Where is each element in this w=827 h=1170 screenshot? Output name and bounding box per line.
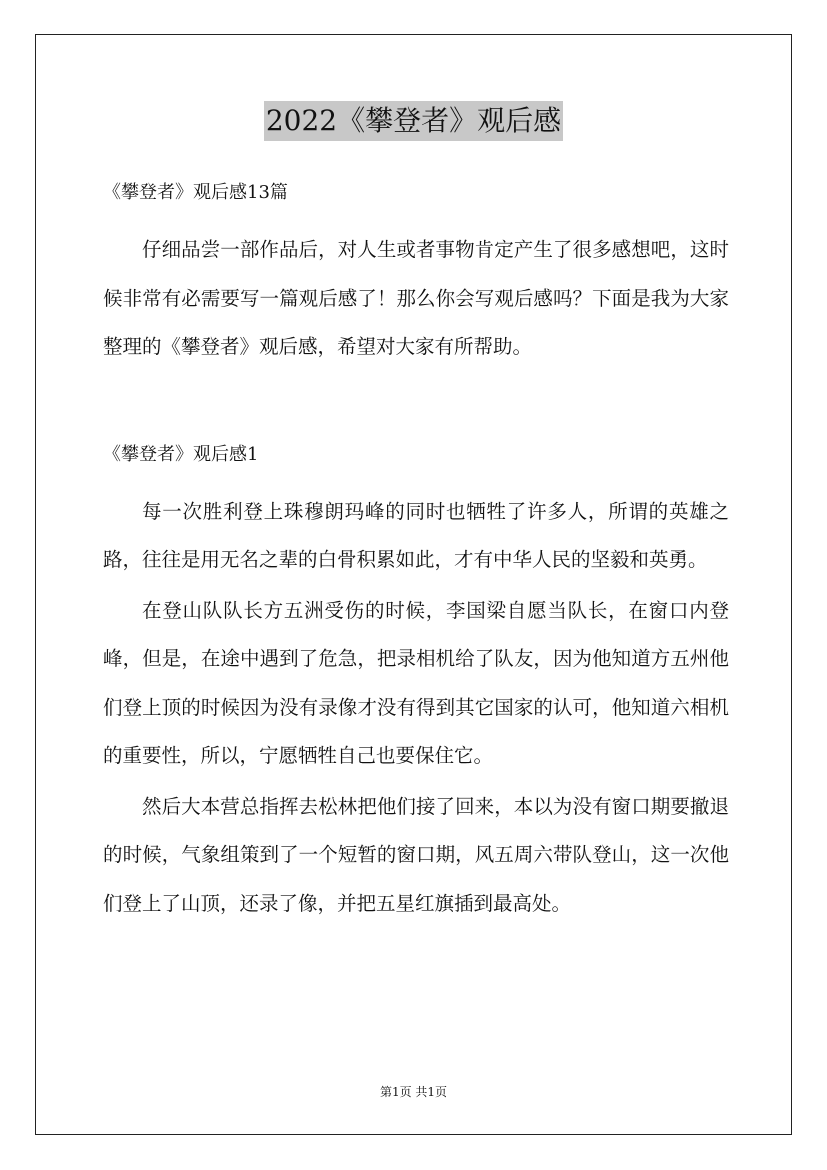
page-footer: [0, 1083, 827, 1100]
page-number: 第1页 共1页: [379, 1085, 448, 1099]
body-paragraph: 在登山队队长方五洲受伤的时候，李国梁自愿当队长，在窗口内登峰，但是，在途中遇到了危急，把录相机给了队友，因为他知道方五州他们登上顶的时候因为没有录像才没有得到其它国家的认可，他知道六相机的重要性，所以，宁愿牺牲自己也要保住它。: [103, 598, 729, 767]
title-container: [0, 101, 827, 141]
document-title: 2022《攀登者》观后感: [264, 101, 563, 141]
section-heading: 《攀登者》观后感1: [103, 443, 259, 465]
intro-paragraph: 仔细品尝一部作品后，对人生或者事物肯定产生了很多感想吧，这时候非常有必需要写一篇观后感了！那么你会写观后感吗？下面是我为大家整理的《攀登者》观后感，希望对大家有所帮助。: [103, 238, 729, 358]
body-paragraph: 每一次胜利登上珠穆朗玛峰的同时也牺牲了许多人，所谓的英雄之路，往往是用无名之辈的白骨积累如此，才有中华人民的坚毅和英勇。: [103, 499, 729, 571]
body-paragraph: 然后大本营总指挥去松林把他们接了回来，本以为没有窗口期要撤退的时候，气象组策到了一个短暂的窗口期，风五周六带队登山，这一次他们登上了山顶，还录了像，并把五星红旗插到最高处。: [103, 794, 729, 915]
document-body: [103, 174, 729, 928]
document-subtitle: 《攀登者》观后感13篇: [103, 182, 288, 203]
